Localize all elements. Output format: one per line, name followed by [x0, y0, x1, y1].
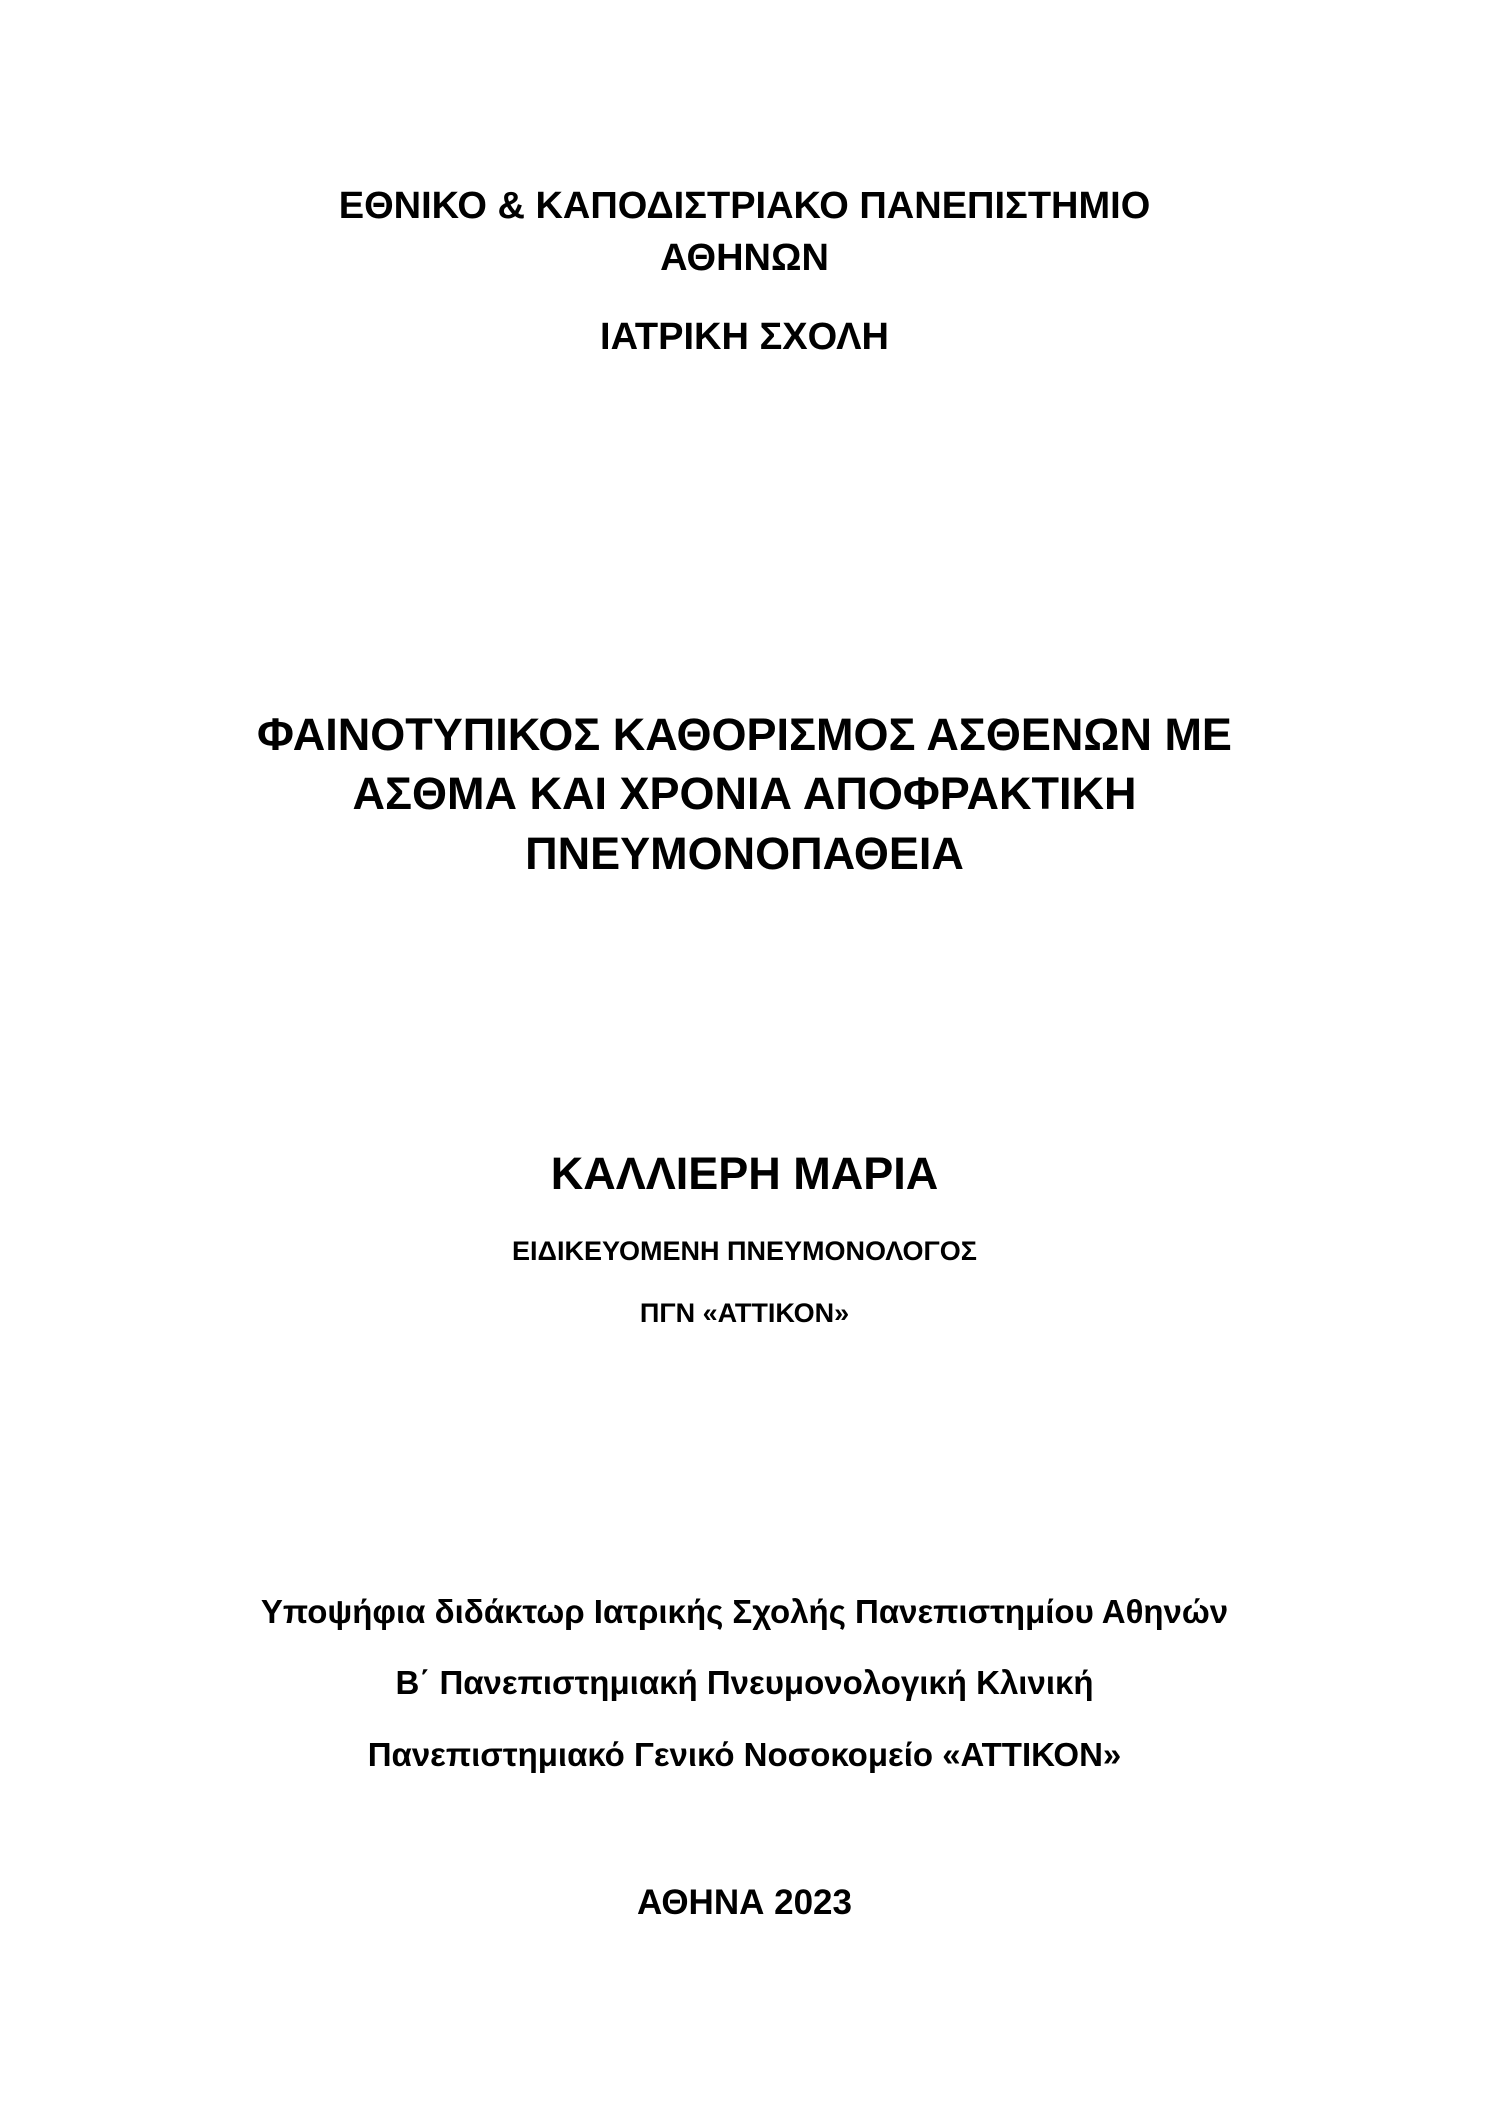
affiliation-line3: Πανεπιστημιακό Γενικό Νοσοκομείο «ΑΤΤΙΚΟΝ» [367, 1736, 1122, 1773]
thesis-title-line1: ΦΑΙΝΟΤΥΠΙΚΟΣ ΚΑΘΟΡΙΣΜΟΣ ΑΣΘΕΝΩΝ ΜΕ [257, 709, 1232, 760]
author-name: ΚΑΛΛΙΕΡΗ ΜΑΡΙΑ [550, 1148, 939, 1199]
author-hospital: ΠΓΝ «ΑΤΤΙΚΟΝ» [639, 1298, 850, 1328]
thesis-title-line3: ΠΝΕΥΜΟΝΟΠΑΘΕΙΑ [525, 828, 964, 879]
author-position: ΕΙΔΙΚΕΥΟΜΕΝΗ ΠΝΕΥΜΟΝΟΛΟΓΟΣ [512, 1236, 977, 1266]
city-year: ΑΘΗΝΑ 2023 [637, 1883, 852, 1922]
affiliation-line1: Υποψήφια διδάκτωρ Ιατρικής Σχολής Πανεπιστημίου Αθηνών [260, 1593, 1229, 1630]
faculty-name: ΙΑΤΡΙΚΗ ΣΧΟΛΗ [600, 316, 889, 358]
thesis-title-line2: ΑΣΘΜΑ ΚΑΙ ΧΡΟΝΙΑ ΑΠΟΦΡΑΚΤΙΚΗ [352, 768, 1137, 819]
affiliation-line2: Β΄ Πανεπιστημιακή Πνευμονολογική Κλινική [395, 1664, 1094, 1701]
university-name-line2: ΑΘΗΝΩΝ [660, 237, 829, 279]
university-name-line1: ΕΘΝΙΚΟ & ΚΑΠΟΔΙΣΤΡΙΑΚΟ ΠΑΝΕΠΙΣΤΗΜΙΟ [338, 185, 1151, 227]
